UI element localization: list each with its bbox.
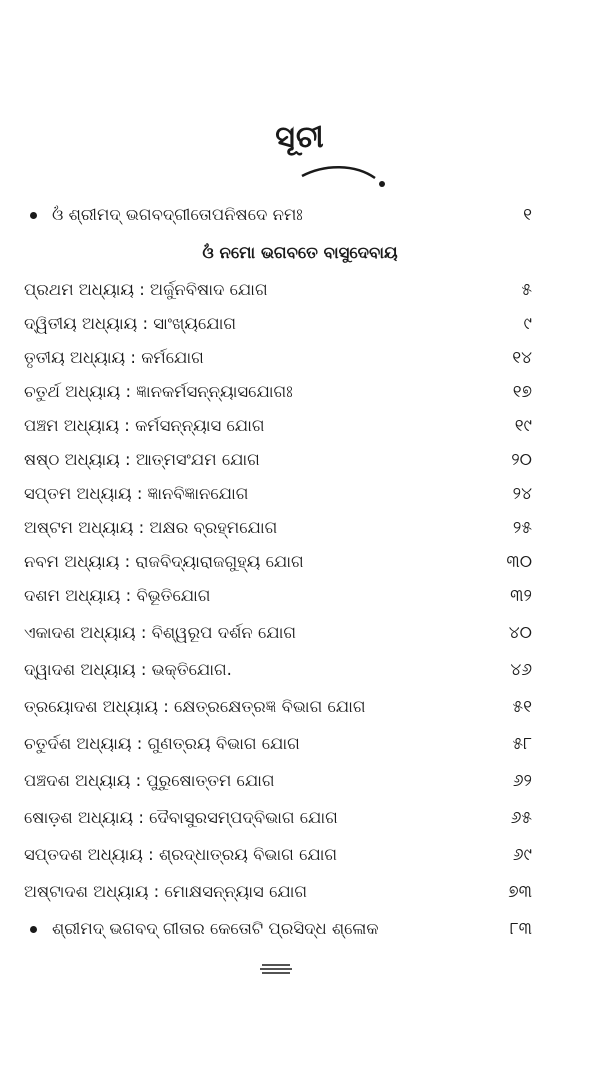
toc-entry-chapter-12 (0, 655, 600, 685)
toc-entry-chapter-6 (0, 445, 600, 475)
toc-entry-label: ଶ୍ରୀମଦ୍ ଭଗବଦ୍ ଗୀତାର କେତୋଟି ପ୍ରସିଦ୍ଧ ଶ୍ଳୋକ (52, 919, 379, 938)
toc-entry-invocation-line (0, 200, 600, 230)
toc-entry-label: ଓଁ ଶ୍ରୀମଦ୍ ଭଗବଦ୍ଗୀତୋପନିଷଦେ ନମଃ (52, 205, 303, 224)
toc-entry-chapter-5 (0, 411, 600, 441)
toc-entry-label: ଚତୁର୍ଦଶ ଅଧ୍ୟାୟ : ଗୁଣତ୍ରୟ ବିଭାଗ ଯୋଗ (24, 734, 300, 753)
bullet-icon (30, 926, 37, 933)
toc-entry-page: ୫୧ (512, 697, 532, 717)
toc-entry-famous-verses (0, 914, 600, 944)
toc-entry-chapter-18 (0, 877, 600, 907)
toc-entry-label: ପଞ୍ଚଦଶ ଅଧ୍ୟାୟ : ପୁରୁଷୋତ୍ତମ ଯୋଗ (24, 771, 275, 790)
toc-entry-chapter-11 (0, 618, 600, 648)
toc-entry-page: ୮୩ (509, 919, 532, 939)
toc-entry-chapter-3 (0, 343, 600, 373)
bullet-icon (30, 212, 37, 219)
toc-entry-page: ୬୯ (512, 845, 532, 865)
toc-entry-chapter-14 (0, 729, 600, 759)
toc-entry-page: ୪୦ (508, 623, 532, 643)
toc-entry-chapter-4 (0, 377, 600, 407)
toc-entry-page: ୬୫ (510, 808, 532, 828)
end-ornament (260, 962, 292, 976)
toc-entry-label: ଦ୍ୱିତୀୟ ଅଧ୍ୟାୟ : ସାଂଖ୍ୟଯୋଗ (24, 314, 237, 333)
toc-entry-chapter-1 (0, 275, 600, 305)
toc-entry-page: ୧୯ (514, 416, 532, 436)
title-flourish (300, 164, 390, 194)
toc-entry-chapter-2 (0, 309, 600, 339)
toc-entry-label: ଷଷ୍ଠ ଅଧ୍ୟାୟ : ଆତ୍ମସଂଯମ ଯୋଗ (24, 450, 260, 469)
toc-entry-page: ୧୭ (512, 382, 532, 402)
toc-entry-chapter-16 (0, 803, 600, 833)
toc-entry-label: ଷୋଡ଼ଶ ଅଧ୍ୟାୟ : ଦୈବାସୁରସମ୍ପଦ୍ବିଭାଗ ଯୋଗ (24, 808, 338, 827)
toc-entry-page: ୪୬ (510, 660, 532, 680)
toc-entry-label: ଅଷ୍ଟମ ଅଧ୍ୟାୟ : ଅକ୍ଷର ବ୍ରହ୍ମଯୋଗ (24, 518, 278, 537)
toc-entry-page: ୨୪ (512, 484, 532, 504)
toc-entry-page: ୩୨ (510, 586, 532, 606)
toc-entry-label: ତ୍ରୟୋଦଶ ଅଧ୍ୟାୟ : କ୍ଷେତ୍ରକ୍ଷେତ୍ରଜ୍ଞ ବିଭାଗ ଯୋଗ (24, 697, 366, 716)
toc-entry-page: ୫ (521, 280, 532, 300)
toc-entry-chapter-9 (0, 547, 600, 577)
toc-entry-chapter-13 (0, 692, 600, 722)
toc-entry-label: ଦ୍ୱାଦଶ ଅଧ୍ୟାୟ : ଭକ୍ତିଯୋଗ. (24, 660, 232, 679)
toc-entry-chapter-10 (0, 581, 600, 611)
toc-entry-label: ପଞ୍ଚମ ଅଧ୍ୟାୟ : କର୍ମସନ୍ନ୍ୟାସ ଯୋଗ (24, 416, 265, 435)
toc-entry-page: ୨୫ (512, 518, 532, 538)
toc-entry-page: ୨୦ (511, 450, 532, 470)
toc-entry-chapter-17 (0, 840, 600, 870)
toc-entry-label: ଅଷ୍ଟାଦଶ ଅଧ୍ୟାୟ : ମୋକ୍ଷସନ୍ନ୍ୟାସ ଯୋଗ (24, 882, 308, 901)
toc-entry-page: ୫୮ (512, 734, 532, 754)
toc-entry-page: ୩୦ (506, 552, 532, 572)
toc-entry-page: ୧୪ (512, 348, 532, 368)
toc-entry-label: ଏକାଦଶ ଅଧ୍ୟାୟ : ବିଶ୍ୱରୂପ ଦର୍ଶନ ଯୋଗ (24, 623, 297, 642)
page-title: ସୂଚୀ (275, 120, 325, 155)
toc-entry-label: ତୃତୀୟ ଅଧ୍ୟାୟ : କର୍ମଯୋଗ (24, 348, 204, 367)
toc-entry-chapter-7 (0, 479, 600, 509)
invocation-line (0, 238, 600, 268)
toc-entry-chapter-15 (0, 766, 600, 796)
toc-entry-label: ନବମ ଅଧ୍ୟାୟ : ରାଜବିଦ୍ୟାରାଜଗୁହ୍ୟ ଯୋଗ (24, 552, 304, 571)
toc-entry-page: ୯ (523, 314, 532, 334)
invocation-text: ଓଁ ନମୋ ଭଗବତେ ବାସୁଦେବାୟ (202, 243, 398, 262)
toc-entry-label: ସପ୍ତମ ଅଧ୍ୟାୟ : ଜ୍ଞାନବିଜ୍ଞାନଯୋଗ (24, 484, 249, 503)
toc-entry-chapter-8 (0, 513, 600, 543)
toc-entry-label: ସପ୍ତଦଶ ଅଧ୍ୟାୟ : ଶ୍ରଦ୍ଧାତ୍ରୟ ବିଭାଗ ଯୋଗ (24, 845, 338, 864)
toc-entry-label: ପ୍ରଥମ ଅଧ୍ୟାୟ : ଅର୍ଜୁନବିଷାଦ ଯୋଗ (24, 280, 268, 299)
toc-entry-label: ଚତୁର୍ଥ ଅଧ୍ୟାୟ : ଜ୍ଞାନକର୍ମସନ୍ନ୍ୟାସଯୋଗଃ (24, 382, 293, 401)
toc-entry-label: ଦଶମ ଅଧ୍ୟାୟ : ବିଭୂତିଯୋଗ (24, 586, 211, 605)
toc-entry-page: ୬୨ (512, 771, 532, 791)
toc-entry-page: ୭୩ (508, 882, 532, 902)
toc-entry-page: ୧ (523, 205, 532, 225)
